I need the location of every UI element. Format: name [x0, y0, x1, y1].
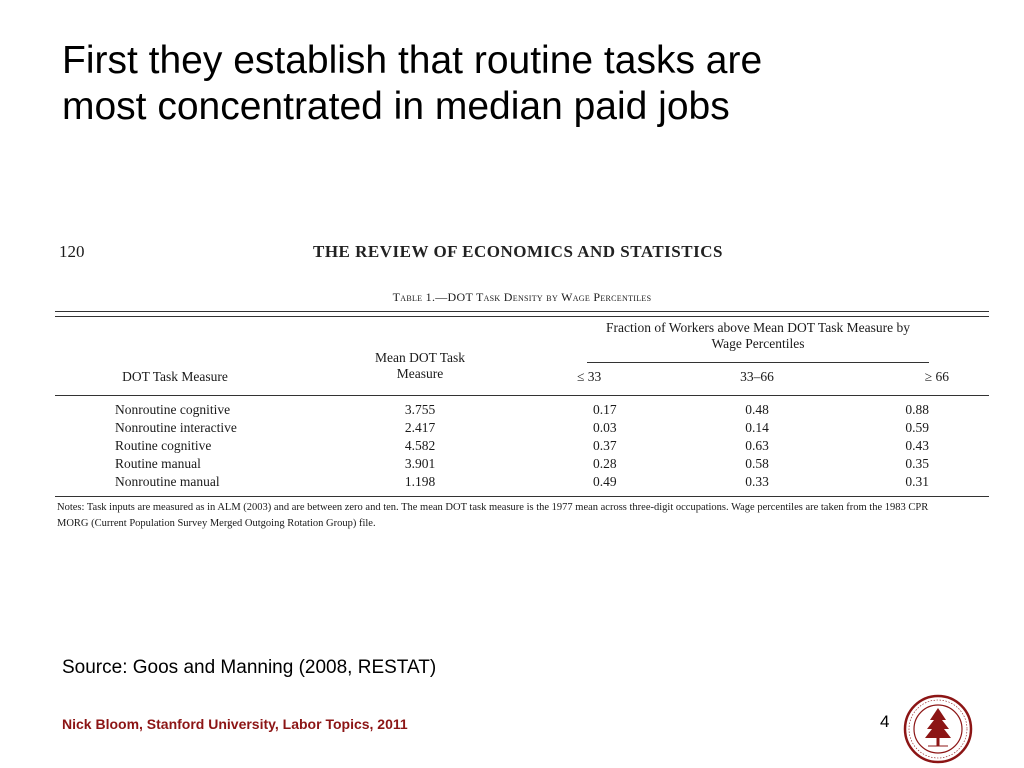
row-measure-name: Routine cognitive	[115, 438, 212, 453]
row-percentile-high: 0.43	[905, 438, 929, 453]
header-mean-line-2: Measure	[396, 366, 444, 381]
header-fraction-line-2: Wage Percentiles	[711, 336, 805, 351]
table-row	[55, 437, 989, 455]
journal-page-number: 120	[59, 242, 85, 261]
table-bottom-rule	[55, 496, 989, 497]
row-mean-value: 2.417	[404, 420, 436, 435]
row-measure-name: Routine manual	[115, 456, 201, 471]
header-percentile-low: ≤ 33	[577, 369, 602, 384]
table-row	[55, 473, 989, 491]
stanford-seal-icon	[903, 694, 973, 764]
row-percentile-low: 0.28	[593, 456, 617, 471]
row-percentile-mid: 0.14	[745, 420, 769, 435]
slide-title-line-1: First they establish that routine tasks are	[62, 39, 763, 82]
footer-credit: Nick Bloom, Stanford University, Labor Topics, 2011	[62, 716, 408, 732]
row-mean-value: 3.755	[404, 402, 436, 417]
header-measure: DOT Task Measure	[122, 369, 228, 384]
row-percentile-low: 0.49	[593, 474, 617, 489]
row-percentile-high: 0.88	[905, 402, 929, 417]
row-measure-name: Nonroutine manual	[115, 474, 220, 489]
table-notes-line-2: MORG (Current Population Survey Merged Outgoing Rotation Group) file.	[57, 518, 376, 529]
header-percentile-high: ≥ 66	[924, 369, 949, 384]
slide-title-line-2: most concentrated in median paid jobs	[62, 85, 730, 128]
row-percentile-low: 0.37	[593, 438, 617, 453]
row-mean-value: 3.901	[404, 456, 436, 471]
row-mean-value: 4.582	[404, 438, 436, 453]
table-caption: Table 1.—DOT Task Density by Wage Percentiles	[392, 290, 652, 304]
header-fraction-line-1: Fraction of Workers above Mean DOT Task Measure by	[606, 320, 910, 335]
header-mean	[355, 350, 485, 382]
row-percentile-high: 0.35	[905, 456, 929, 471]
row-percentile-mid: 0.58	[745, 456, 769, 471]
source-citation: Source: Goos and Manning (2008, RESTAT)	[62, 657, 437, 678]
header-fraction	[577, 320, 939, 352]
header-span-rule	[587, 362, 929, 363]
table-notes-line-1: Notes: Task inputs are measured as in ALM (2003) and are between zero and ten. The mean DOT task measure is the 1977 mean across three-digit occupations. Wage percentiles are taken from the 1983 CPR	[57, 502, 929, 513]
row-percentile-low: 0.03	[593, 420, 617, 435]
journal-header: THE REVIEW OF ECONOMICS AND STATISTICS	[313, 242, 723, 261]
row-percentile-mid: 0.48	[745, 402, 769, 417]
scanned-table-image	[55, 236, 989, 536]
header-bottom-rule	[55, 395, 989, 396]
row-percentile-mid: 0.33	[745, 474, 769, 489]
row-percentile-high: 0.31	[905, 474, 929, 489]
table-row	[55, 401, 989, 419]
row-measure-name: Nonroutine cognitive	[115, 402, 231, 417]
row-percentile-high: 0.59	[905, 420, 929, 435]
slide-title	[62, 38, 962, 130]
row-mean-value: 1.198	[404, 474, 436, 489]
header-mean-line-1: Mean DOT Task	[374, 350, 466, 365]
row-measure-name: Nonroutine interactive	[115, 420, 237, 435]
row-percentile-low: 0.17	[593, 402, 617, 417]
slide-number: 4	[880, 712, 890, 731]
table-top-rule-double	[55, 316, 989, 317]
row-percentile-mid: 0.63	[745, 438, 769, 453]
table-body	[55, 401, 989, 491]
table-top-rule	[55, 311, 989, 312]
table-row	[55, 419, 989, 437]
table-row	[55, 455, 989, 473]
table-notes	[57, 500, 987, 532]
header-percentile-mid: 33–66	[740, 369, 774, 384]
